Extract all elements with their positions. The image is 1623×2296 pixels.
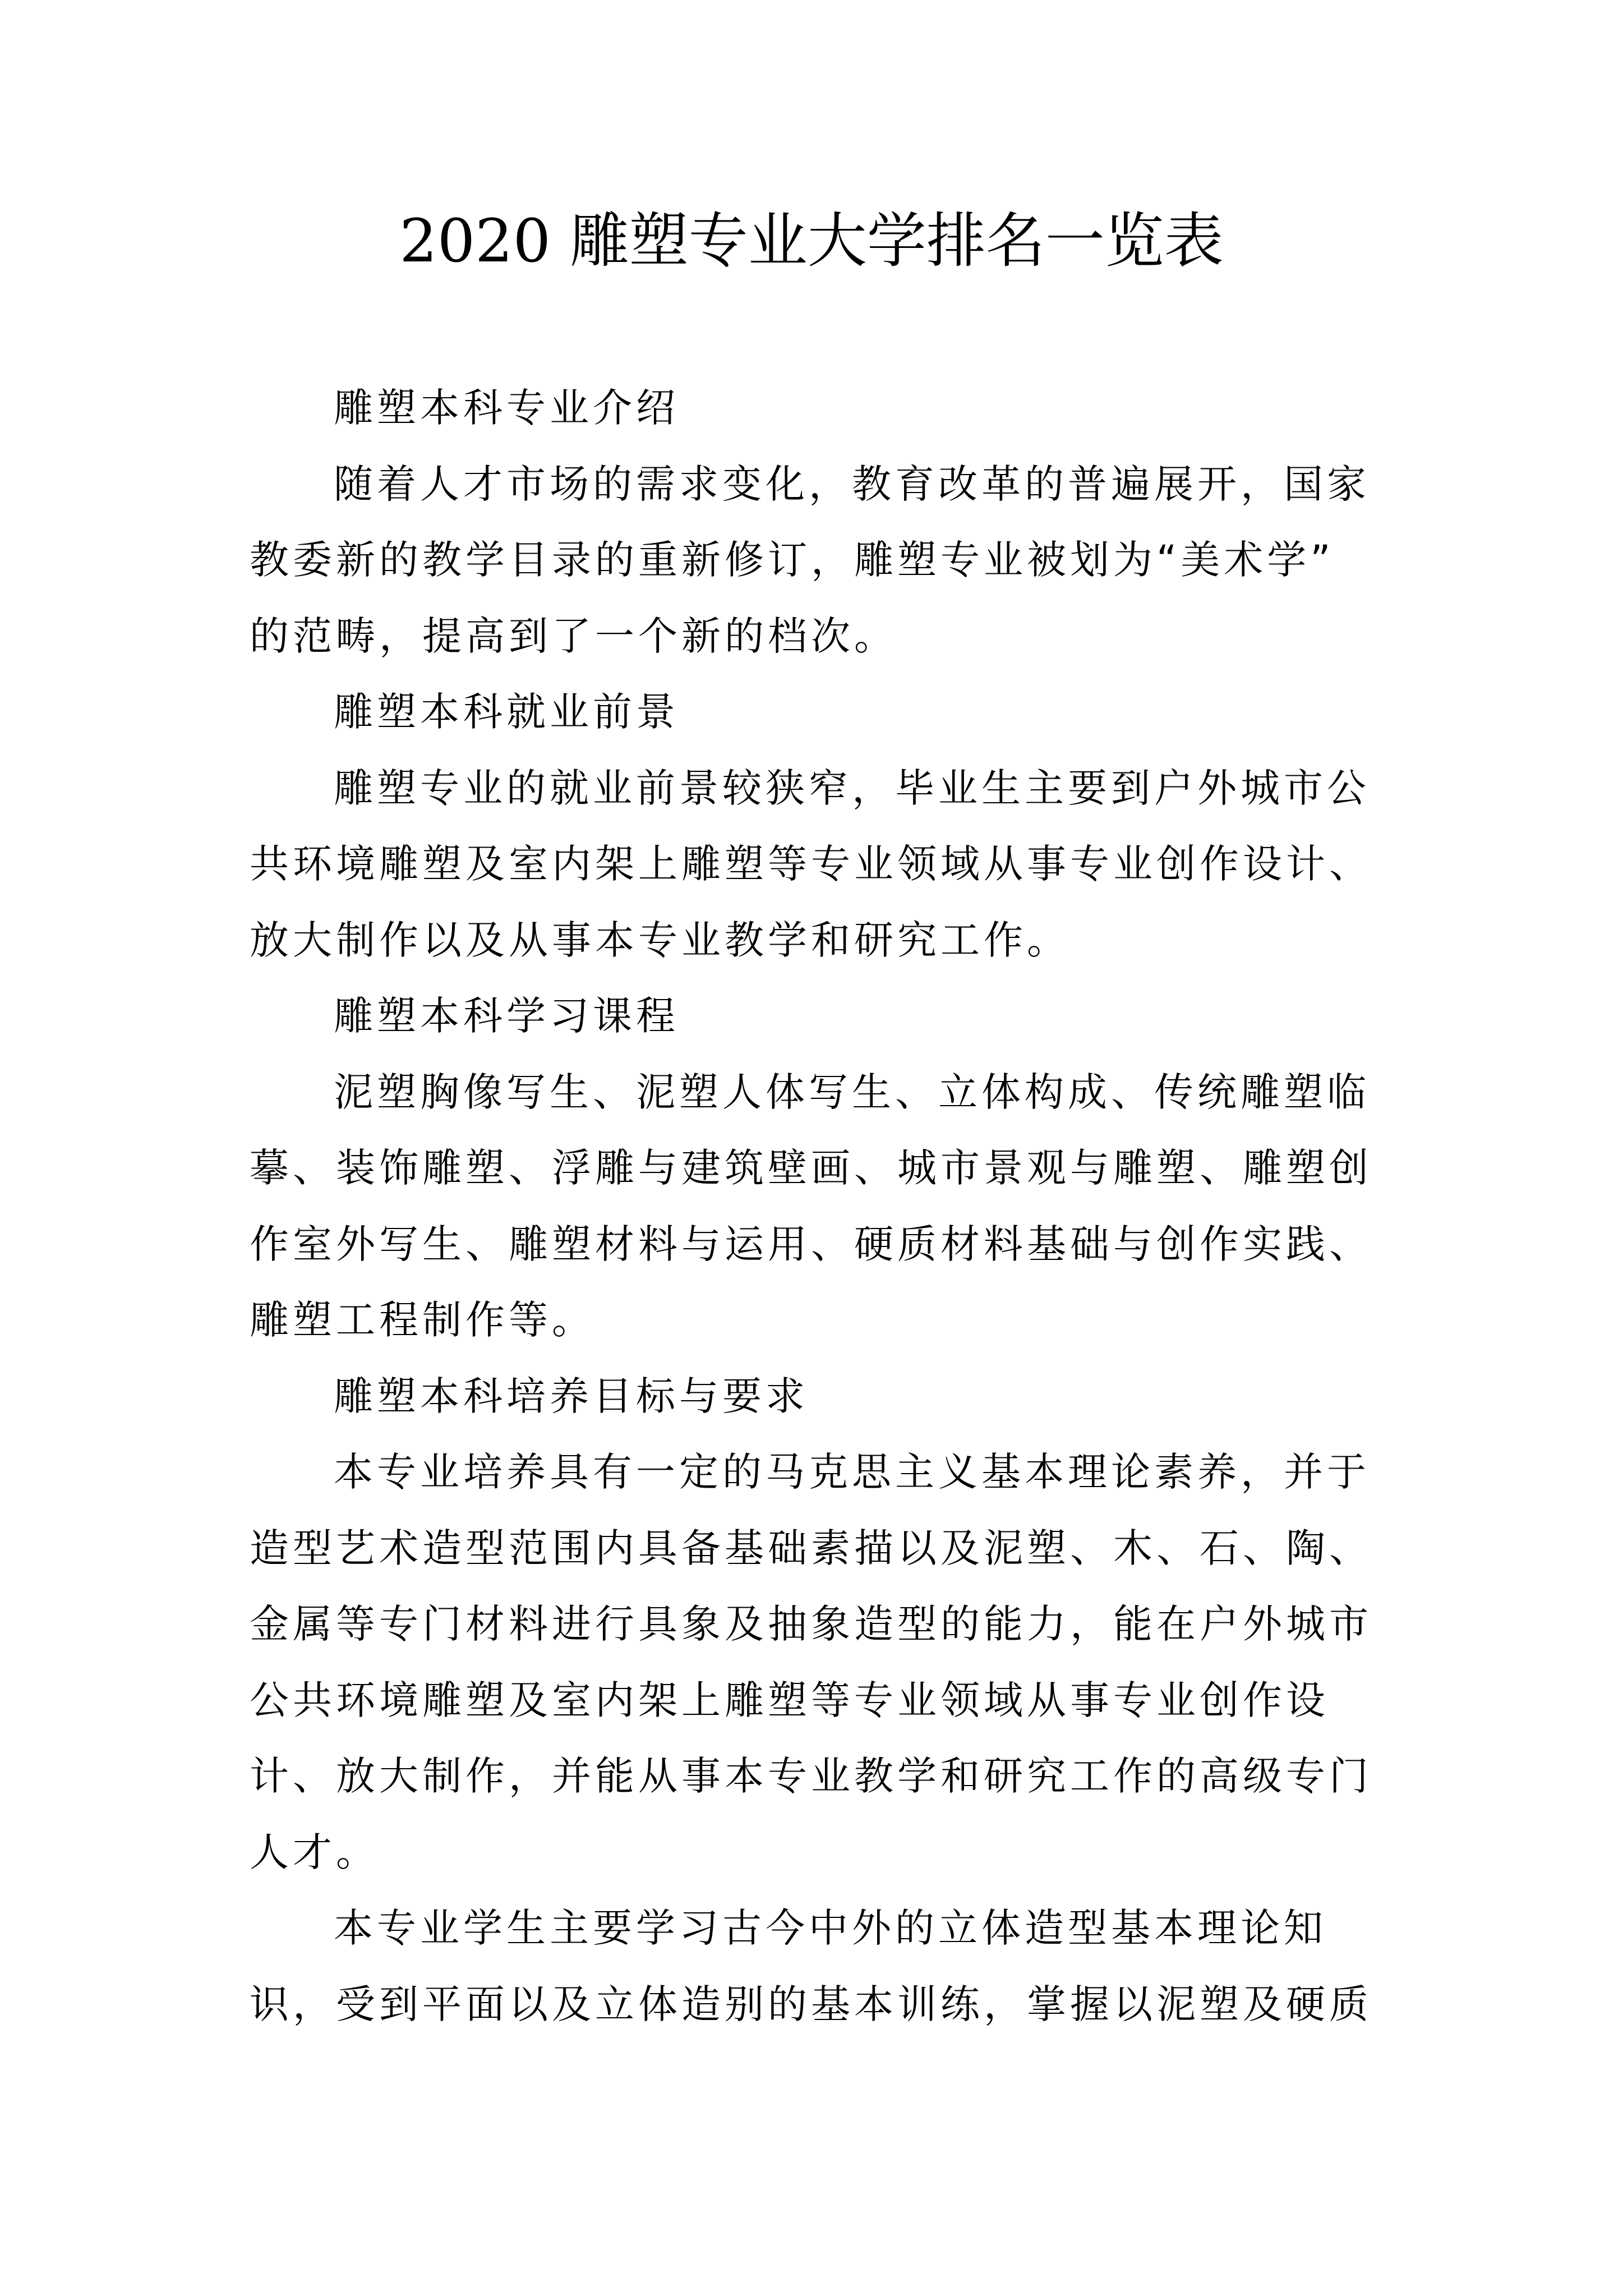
section-heading-courses: 雕塑本科学习课程 [334,993,679,1039]
paragraph-line: 金属等专门材料进行具象及抽象造型的能力，能在户外城市 [250,1601,1372,1647]
paragraph-line: 随着人才市场的需求变化，教育改革的普遍展开，国家 [334,461,1370,507]
paragraph-line: 识，受到平面以及立体造别的基本训练，掌握以泥塑及硬质 [250,1981,1372,2027]
paragraph-line: 的范畴，提高到了一个新的档次。 [250,613,897,659]
paragraph-line: 泥塑胸像写生、泥塑人体写生、立体构成、传统雕塑临 [334,1069,1370,1115]
section-heading-intro: 雕塑本科专业介绍 [334,385,679,431]
document-body [250,370,1416,2042]
paragraph-line: 摹、装饰雕塑、浮雕与建筑壁画、城市景观与雕塑、雕塑创 [250,1145,1372,1191]
paragraph-line: 本专业培养具有一定的马克思主义基本理论素养，并于 [334,1449,1370,1495]
paragraph-line: 作室外写生、雕塑材料与运用、硬质材料基础与创作实践、 [250,1221,1372,1267]
paragraph-line: 人才。 [250,1829,379,1875]
paragraph-line: 教委新的教学目录的重新修订，雕塑专业被划为“美术学” [250,537,1335,583]
paragraph-line: 放大制作以及从事本专业教学和研究工作。 [250,917,1070,963]
paragraph-line: 本专业学生主要学习古今中外的立体造型基本理论知 [334,1905,1327,1951]
paragraph-line: 共环境雕塑及室内架上雕塑等专业领域从事专业创作设计、 [250,841,1372,887]
paragraph-line: 雕塑专业的就业前景较狭窄，毕业生主要到户外城市公 [334,765,1370,811]
document-title: 2020 雕塑专业大学排名一览表 [399,206,1224,275]
paragraph-line: 公共环境雕塑及室内架上雕塑等专业领域从事专业创作设 [250,1677,1329,1723]
paragraph-line: 雕塑工程制作等。 [250,1297,595,1343]
paragraph-line: 造型艺术造型范围内具备基础素描以及泥塑、木、石、陶、 [250,1525,1372,1571]
section-heading-goals: 雕塑本科培养目标与要求 [334,1373,809,1419]
paragraph-line: 计、放大制作，并能从事本专业教学和研究工作的高级专门 [250,1753,1372,1799]
section-heading-prospects: 雕塑本科就业前景 [334,689,679,735]
